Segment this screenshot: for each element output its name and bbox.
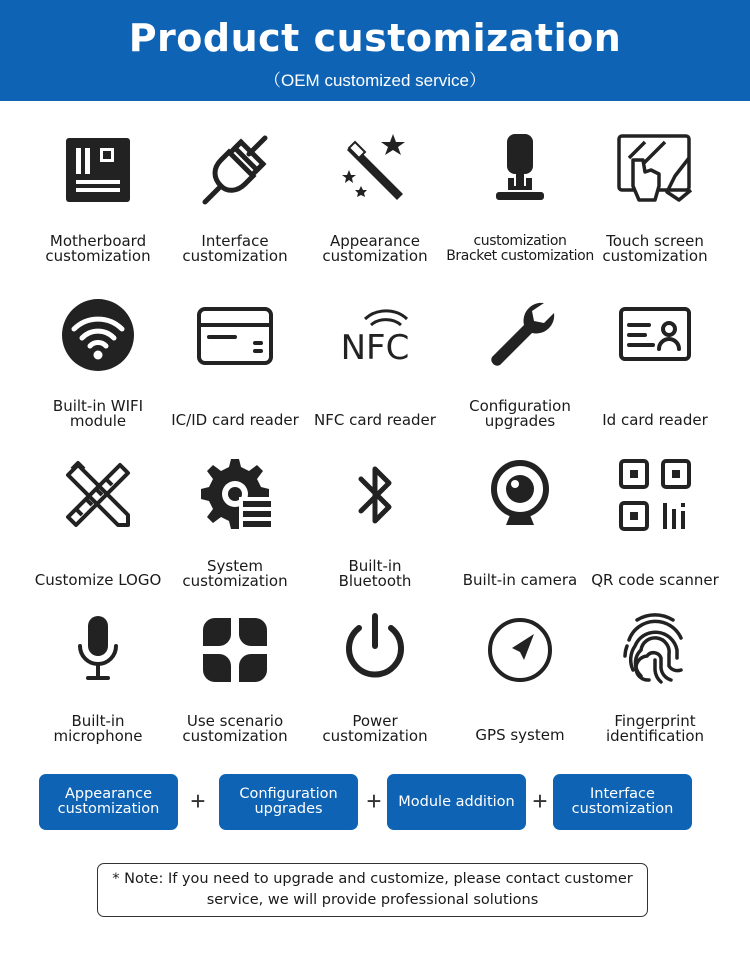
feature-pencil-ruler: [28, 455, 168, 605]
feature-label: Built-in WIFI module: [52, 397, 144, 430]
feature-label: Interface customization: [182, 232, 288, 265]
flow-pill-4: Interface customization: [553, 774, 692, 830]
feature-touch-screen: [585, 130, 725, 280]
magic-wand-icon: [335, 130, 415, 210]
four-leaf-grid-icon: [195, 610, 275, 690]
id-card-icon: [615, 295, 695, 375]
feature-magic-wand: [305, 130, 445, 280]
power-icon: [335, 610, 415, 690]
feature-microphone: [28, 610, 168, 760]
feature-gear-settings: [165, 455, 305, 605]
feature-label: System customization: [182, 557, 288, 590]
feature-label: GPS system: [475, 726, 565, 744]
page-subtitle: （OEM customized service）: [264, 71, 486, 90]
feature-label: NFC card reader: [314, 411, 436, 429]
touch-screen-icon: [615, 130, 695, 210]
feature-label: Built-in microphone: [53, 712, 143, 745]
nfc-icon: [335, 295, 415, 375]
feature-motherboard: [28, 130, 168, 280]
feature-label: Use scenario customization: [182, 712, 288, 745]
motherboard-icon: [58, 130, 138, 210]
flow-pill-1: Appearance customization: [39, 774, 178, 830]
feature-label: Built-in Bluetooth: [338, 557, 412, 590]
feature-label: Customize LOGO: [34, 571, 162, 589]
header-banner: [0, 0, 750, 101]
feature-wrench: [450, 295, 590, 445]
feature-label: Id card reader: [602, 411, 708, 429]
plus-sign: +: [366, 786, 382, 816]
page-title: Product customization: [128, 16, 622, 60]
feature-label: customization Bracket customization: [446, 233, 594, 264]
feature-label: QR code scanner: [591, 571, 719, 589]
feature-bracket-stand: [446, 130, 594, 280]
microphone-icon: [58, 610, 138, 690]
feature-qr-code: [585, 455, 725, 605]
feature-plug: [165, 130, 305, 280]
feature-wifi: [28, 295, 168, 445]
feature-label: Built-in camera: [462, 571, 578, 589]
wifi-icon: [58, 295, 138, 375]
feature-id-card: [585, 295, 725, 445]
feature-label: IC/ID card reader: [171, 411, 299, 429]
feature-four-leaf-grid: [165, 610, 305, 760]
pencil-ruler-icon: [58, 455, 138, 535]
feature-label: Power customization: [322, 712, 428, 745]
gps-compass-icon: [480, 610, 560, 690]
feature-label: Motherboard customization: [45, 232, 151, 265]
feature-bluetooth: [305, 455, 445, 605]
feature-fingerprint: [585, 610, 725, 760]
plug-icon: [195, 130, 275, 210]
feature-label: Configuration upgrades: [469, 397, 571, 430]
bluetooth-icon: [335, 455, 415, 535]
feature-label: Touch screen customization: [602, 232, 708, 265]
feature-webcam: [450, 455, 590, 605]
feature-power: [305, 610, 445, 760]
svg-text:NFC: NFC: [340, 328, 410, 368]
flow-pill-2: Configuration upgrades: [219, 774, 358, 830]
card-reader-icon: [195, 295, 275, 375]
flow-pill-3: Module addition: [387, 774, 526, 830]
gear-settings-icon: [195, 455, 275, 535]
webcam-icon: [480, 455, 560, 535]
feature-label: Appearance customization: [322, 232, 428, 265]
bracket-stand-icon: [480, 130, 560, 210]
fingerprint-icon: [615, 610, 695, 690]
feature-gps-compass: [450, 610, 590, 760]
feature-card-reader: [165, 295, 305, 445]
plus-sign: +: [532, 786, 548, 816]
note-text: * Note: If you need to upgrade and customize, please contact customer service, we will provide professional solutions: [112, 871, 633, 908]
qr-code-icon: [615, 455, 695, 535]
wrench-icon: [480, 295, 560, 375]
plus-sign: +: [190, 786, 206, 816]
feature-nfc: [305, 295, 445, 445]
feature-label: Fingerprint identification: [605, 712, 705, 745]
note-box: [97, 863, 648, 917]
